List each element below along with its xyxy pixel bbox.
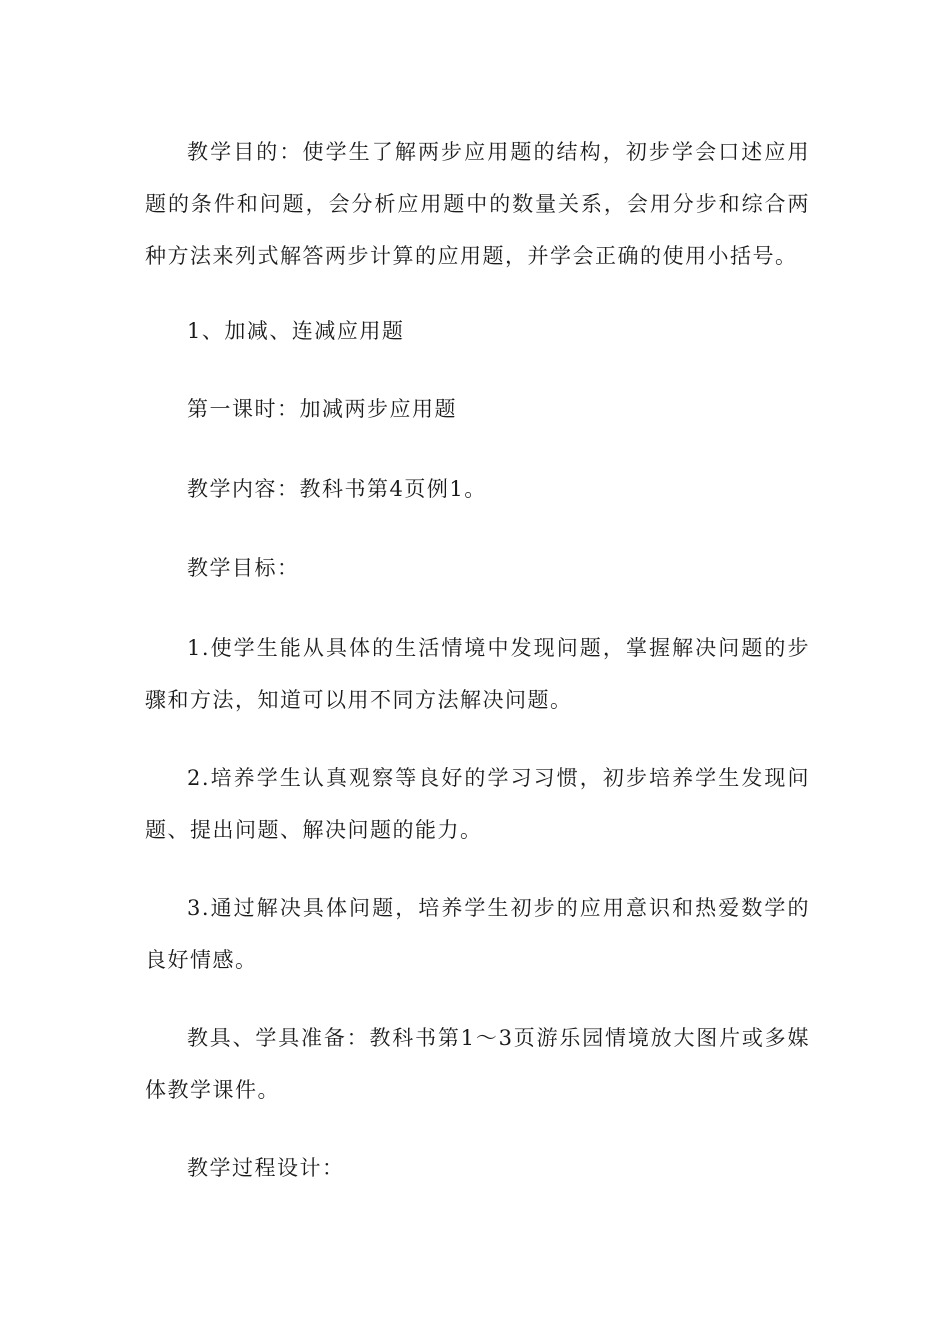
paragraph-teaching-content: 教学内容：教科书第4页例1。 (187, 477, 487, 501)
paragraph-objective-1: 1.使学生能从具体的生活情境中发现问题，掌握解决问题的步骤和方法，知道可以用不同方法解决问题。 (145, 636, 810, 712)
paragraph-objectives-heading: 教学目标： (187, 556, 300, 580)
paragraph-lesson-title: 第一课时：加减两步应用题 (187, 397, 457, 421)
paragraph-objective-2: 2.培养学生认真观察等良好的学习习惯，初步培养学生发现问题、提出问题、解决问题的能力。 (145, 766, 810, 842)
paragraph-objective-3: 3.通过解决具体问题，培养学生初步的应用意识和热爱数学的良好情感。 (145, 896, 810, 972)
paragraph-process-heading: 教学过程设计： (187, 1156, 345, 1180)
paragraph-materials: 教具、学具准备：教科书第1～3页游乐园情境放大图片或多媒体教学课件。 (145, 1026, 810, 1102)
paragraph-teaching-purpose: 教学目的：使学生了解两步应用题的结构，初步学会口述应用题的条件和问题，会分析应用题中的数量关系，会用分步和综合两种方法来列式解答两步计算的应用题，并学会正确的使用小括号。 (145, 140, 810, 268)
paragraph-section-heading: 1、加减、连减应用题 (187, 319, 405, 343)
